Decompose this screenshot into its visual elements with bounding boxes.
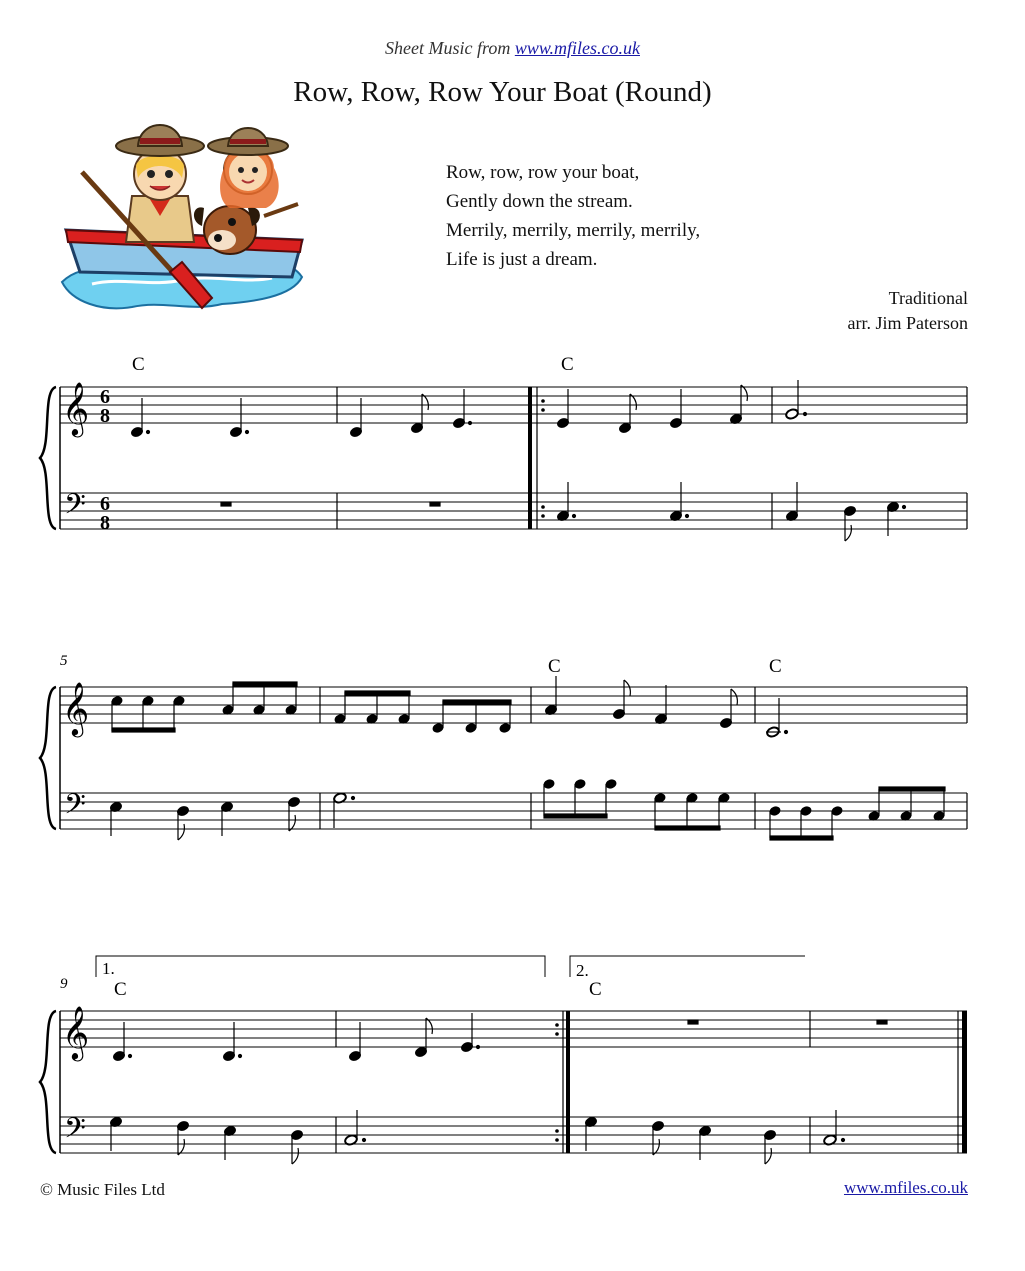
treble-clef-icon: 𝄞 bbox=[62, 381, 90, 435]
svg-text:8: 8 bbox=[100, 512, 110, 534]
bass-staff bbox=[60, 793, 967, 829]
boat-illustration bbox=[52, 112, 312, 332]
treble-staff bbox=[60, 687, 967, 723]
chord-symbol: C bbox=[589, 979, 602, 1000]
bass-staff bbox=[60, 493, 967, 529]
chord-symbol: C bbox=[114, 979, 127, 1000]
svg-text:8: 8 bbox=[100, 405, 110, 427]
measure-number: 5 bbox=[60, 653, 68, 669]
header-site-link[interactable]: www.mfiles.co.uk bbox=[514, 38, 640, 58]
treble-staff bbox=[60, 387, 967, 423]
measure-number: 9 bbox=[60, 976, 68, 992]
lyrics bbox=[446, 158, 700, 274]
lyric-line: Life is just a dream. bbox=[446, 249, 598, 270]
system-3 bbox=[0, 950, 1025, 1170]
brace bbox=[40, 387, 56, 529]
chord-symbol: C bbox=[769, 656, 782, 677]
volta-label: 1. bbox=[102, 959, 115, 978]
arranger: arr. Jim Paterson bbox=[847, 313, 968, 333]
composer: Traditional bbox=[888, 288, 968, 308]
chord-symbol: C bbox=[548, 656, 561, 677]
time-signature bbox=[100, 386, 110, 534]
credits bbox=[848, 286, 968, 336]
treble-clef-icon: 𝄞 bbox=[62, 681, 90, 735]
chord-symbol: C bbox=[561, 354, 574, 375]
page-title: Row, Row, Row Your Boat (Round) bbox=[293, 76, 712, 108]
lyric-line: Row, row, row your boat, bbox=[446, 162, 640, 183]
chord-symbol: C bbox=[132, 354, 145, 375]
volta-brackets bbox=[96, 956, 805, 977]
header-prefix: Sheet Music from bbox=[385, 38, 511, 58]
brace bbox=[40, 1011, 56, 1153]
lyric-line: Gently down the stream. bbox=[446, 191, 633, 212]
svg-text:6: 6 bbox=[100, 493, 110, 515]
boat-scouts-picture bbox=[52, 112, 312, 332]
header-line bbox=[0, 38, 1025, 59]
footer-site-link[interactable]: www.mfiles.co.uk bbox=[843, 1178, 968, 1197]
bass-clef-icon: 𝄢 bbox=[64, 1112, 86, 1152]
svg-text:6: 6 bbox=[100, 386, 110, 408]
treble-staff bbox=[60, 1011, 967, 1047]
bass-clef-icon: 𝄢 bbox=[64, 788, 86, 828]
brace bbox=[40, 687, 56, 829]
lyric-line: Merrily, merrily, merrily, merrily, bbox=[446, 220, 701, 241]
copyright: © Music Files Ltd bbox=[40, 1180, 165, 1199]
system-2 bbox=[0, 650, 1025, 850]
treble-clef-icon: 𝄞 bbox=[62, 1005, 90, 1059]
volta-label: 2. bbox=[576, 961, 589, 980]
bass-clef-icon: 𝄢 bbox=[64, 488, 86, 528]
system-1 bbox=[0, 350, 1025, 550]
